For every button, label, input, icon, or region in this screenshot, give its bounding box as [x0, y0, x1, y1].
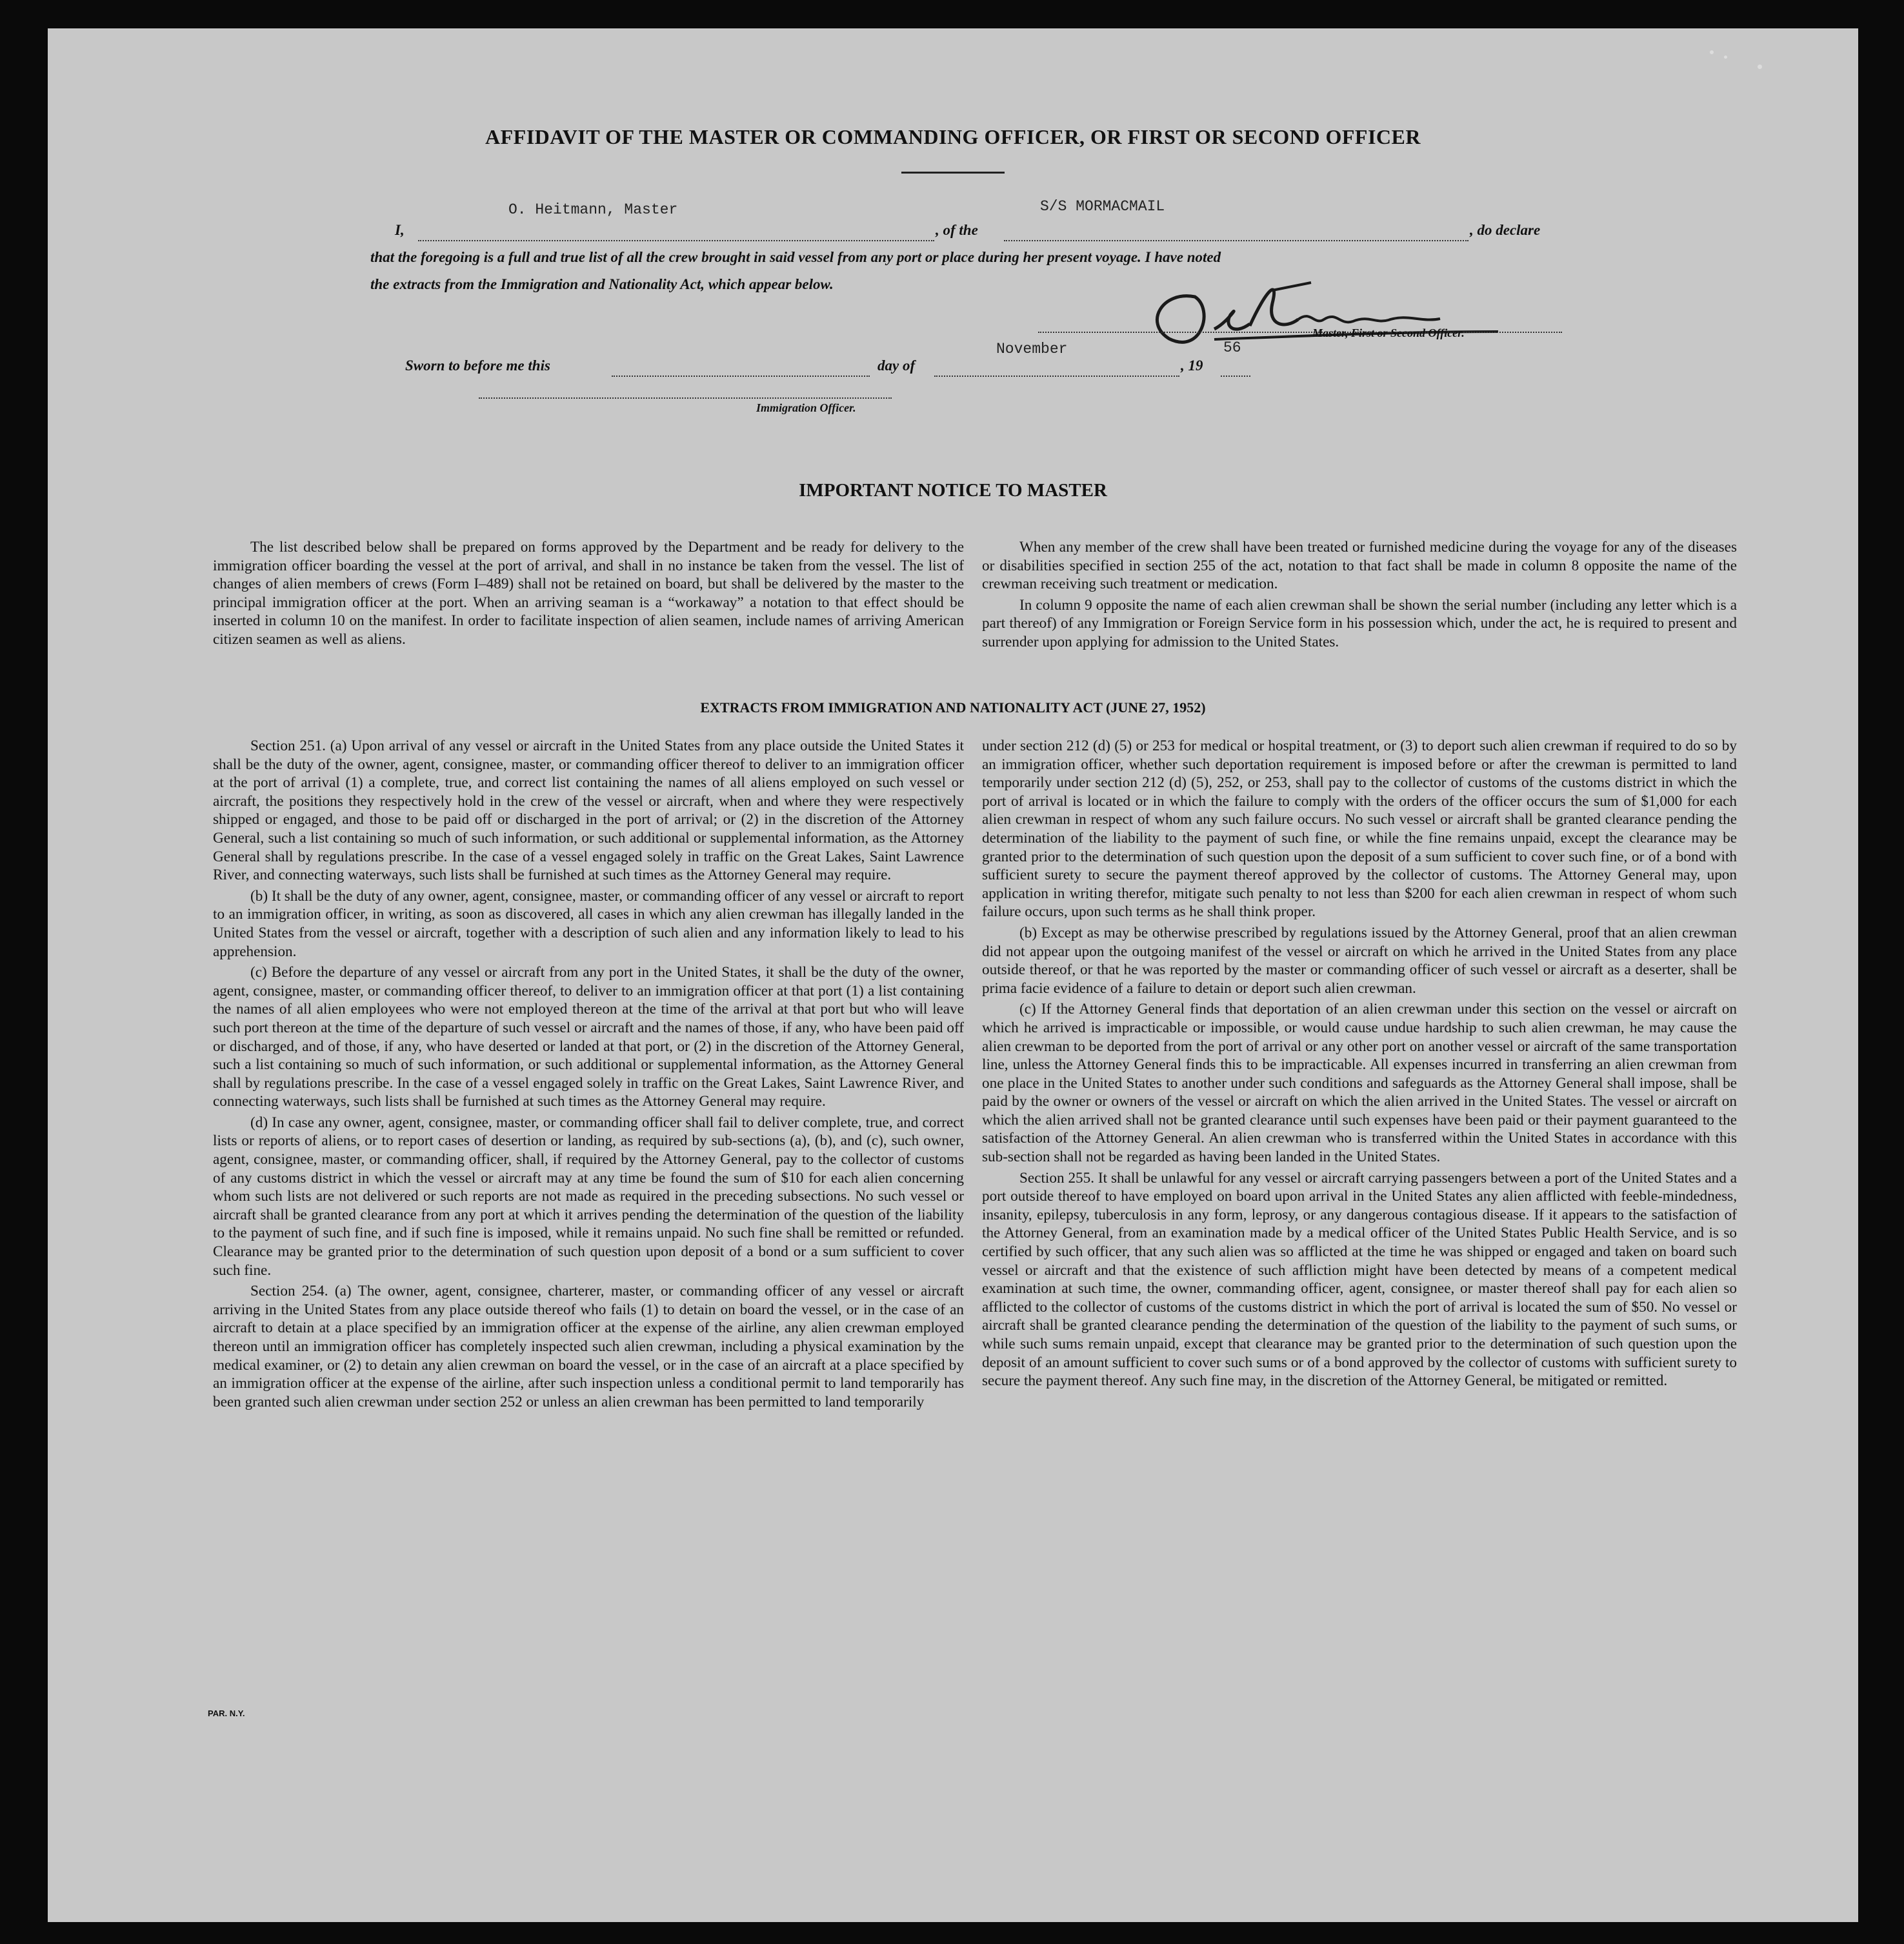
officer-underline [479, 397, 892, 399]
extracts-title: EXTRACTS FROM IMMIGRATION AND NATIONALITY ACT (JUNE 27, 1952) [700, 699, 1206, 716]
year-prefix: , 19 [1181, 357, 1203, 374]
affidavit-title: AFFIDAVIT OF THE MASTER OR COMMANDING OFFICER, OR FIRST OR SECOND OFFICER [485, 125, 1421, 148]
sworn-day-underline [612, 376, 870, 377]
extract-paragraph: Section 251. (a) Upon arrival of any vessel or aircraft in the United States from any place outside the United States it shall be the duty of the owner, agent, consignee, master, or commanding officer thereof to deliver to an immigration officer at the port of arrival (1) a complete, true, and correct list containing the names of all aliens employed on such vessel or aircraft, the positions they respectively hold in the crew of the vessel or aircraft, when and where they were respectively shipped or engaged, and those to be paid off or discharged in the port of arrival; or (2) in the discretion of the Attorney General, such a list containing so much of such information, or such additional or supplemental information, as the Attorney General shall by regulations prescribe. In the case of a vessel engaged solely in traffic on the Great Lakes, Saint Lawrence River, and connecting waterways, such lists shall be furnished at such times as the Attorney General may require. [213, 737, 964, 884]
notice-right-paragraph: In column 9 opposite the name of each alien crewman shall be shown the serial number (including any letter which is a part thereof) of any Immigration or Foreign Service form in his possession which, under the act, he is required to present and surrender upon applying for admission to the United States. [982, 596, 1737, 650]
month-field[interactable]: November [996, 341, 1068, 357]
name-field[interactable]: O. Heitmann, Master [508, 201, 678, 218]
scan-speck [1724, 55, 1727, 59]
extract-paragraph: (d) In case any owner, agent, consignee, master, or commanding officer shall fail to deliver complete, true, and correct lists or reports of aliens, or to report cases of desertion or landing, as required by sub-sections (a), (b), and (c), such owner, agent, consignee, master, or commanding officer, shall, if required by the Attorney General, pay to the collector of customs of any customs district in which the vessel or aircraft may at any time be found the sum of $10 for each alien concerning whom such lists are not delivered or such reports are not made as required in the preceding subsections. No such vessel or aircraft shall be granted clearance from any port at which it arrives pending the determination of the question of the liability to the payment of such fine, and if such fine is imposed, while it remains unpaid. No such fine shall be remitted or refunded. Clearance may be granted prior to the determination of such question upon deposit of a bond or a sum sufficient to cover such fine. [213, 1114, 964, 1279]
scan-speck [1758, 65, 1762, 69]
extract-paragraph: (c) Before the departure of any vessel or aircraft from any port in the United States, it shall be the duty of the owner, agent, consignee, master, or commanding officer thereof, to deliver to an immigration officer at that port (1) a list containing the names of all alien employees who were not employed thereon at the time of the arrival at that port but who will leave such port thereon at the time of the departure of such vessel or aircraft and the names of those, if any, who have been paid off or discharged, and of those, if any, who have deserted or landed at that port, or (2) in the discretion of the Attorney General, such a list containing so much of such information, or such additional or supplemental information, as the Attorney General shall by regulations prescribe. In the case of a vessel engaged solely in traffic on the Great Lakes, Saint Lawrence River, and connecting waterways, such lists shall be furnished at such times as the Attorney General may require. [213, 964, 964, 1110]
notice-title: IMPORTANT NOTICE TO MASTER [799, 480, 1107, 501]
vessel-field[interactable]: S/S MORMACMAIL [1040, 198, 1165, 215]
of-the-label: , of the [936, 222, 978, 238]
year-field[interactable]: 56 [1223, 339, 1241, 356]
name-underline [418, 240, 934, 241]
year-underline [1221, 376, 1250, 377]
extracts-right-column [982, 737, 1737, 1390]
day-of-label: day of [877, 357, 916, 374]
i-label: I, [395, 222, 405, 238]
extract-paragraph: Section 255. It shall be unlawful for any vessel or aircraft carrying passengers between a port of the United States and a port outside thereof to have employed on board upon arrival in the United States any alien afflicted with feeble-mindedness, insanity, epilepsy, tuberculosis in any form, leprosy, or any dangerous contagious disease. If it appears to the satisfaction of the Attorney General, from an examination made by a medical officer of the United States Public Health Service, and is so certified by such officer, that any such alien was so afflicted at the time he was shipped or engaged and taken on board such vessel or aircraft and that the existence of such affliction might have been detected by means of a competent medical examination at such time, the owner, commanding officer, agent, consignee, or master thereof shall pay for each alien so afflicted to the collector of customs of the customs district in which the port of arrival is located the sum of $50. No vessel or aircraft shall be granted clearance pending the determination of the question of the liability to the payment of such sums, or while such sums remain unpaid, except that clearance may be granted prior to the determination of such question upon the deposit of an amount sufficient to cover such sums or of a bond approved by the collector of customs with sufficient surety to secure the payment thereof. Any such fine may, in the discretion of the Attorney General, be mitigated or remitted. [982, 1169, 1737, 1390]
extract-paragraph: (b) It shall be the duty of any owner, agent, consignee, master, or commanding officer of any vessel or aircraft to report to an immigration officer, in writing, as soon as discovered, all cases in which any alien crewman has illegally landed in the United States from the vessel or aircraft, together with a description of such alien and any information likely to lead to his apprehension. [213, 887, 964, 960]
declaration-line-2: the extracts from the Immigration and Nationality Act, which appear below. [370, 276, 834, 292]
signature-underline [1038, 332, 1562, 333]
do-declare-label: , do declare [1470, 222, 1541, 238]
month-underline [934, 376, 1179, 377]
notice-right-column [982, 538, 1737, 652]
officer-caption: Immigration Officer. [756, 401, 856, 414]
master-signature [1117, 265, 1530, 355]
title-underline [901, 172, 1005, 174]
declaration-line-1: that the foregoing is a full and true list of all the crew brought in said vessel from any port or place during her present voyage. I have noted [370, 249, 1221, 265]
extract-paragraph: under section 212 (d) (5) or 253 for medical or hospital treatment, or (3) to deport such alien crewman if required to do so by an immigration officer, whether such deportation requirement is imposed before or after the crewman is permitted to land temporarily under section 212 (d) (5), 252, or 253, shall pay to the collector of customs of the customs district in which the port of arrival is located or in which the failure to comply with the orders of the officer occurs the sum of $1,000 for each alien crewman in respect of whom any such failure occurs. No such vessel or aircraft shall be granted clearance pending the determination of the liability to the payment of such fine, or while the fine remains unpaid, except the clearance may be granted prior to the determination of such question upon the deposit of a sum sufficient to cover such fine, or of a bond with sufficient surety to secure the payment thereof approved by the collector of customs. The Attorney General may, upon application in writing therefor, mitigate such penalty to not less than $200 for each alien crewman in respect of whom such failure occurs, upon such terms as he shall think proper. [982, 737, 1737, 921]
printer-mark: PAR. N.Y. [208, 1709, 245, 1718]
signature-caption: Master, First or Second Officer. [1312, 326, 1465, 339]
extracts-left-column [213, 737, 964, 1411]
extract-paragraph: Section 254. (a) The owner, agent, consignee, charterer, master, or commanding officer of any vessel or aircraft arriving in the United States from any place outside thereof who fails (1) to detain on board the vessel, or in the case of an aircraft to detain at a place specified by an immigration officer at the expense of the airline, any alien crewman employed thereon until an immigration officer has completely inspected such alien crewman, including a physical examination by the medical examiner, or (2) to detain any alien crewman on board the vessel, or in the case of an aircraft at a place specified by an immigration officer at the expense of the airline, after such inspection unless a conditional permit to land temporarily has been granted such alien crewman under section 252 or unless an alien crewman has been permitted to land temporarily [213, 1283, 964, 1410]
extract-paragraph: (b) Except as may be otherwise prescribed by regulations issued by the Attorney General, proof that an alien crewman did not appear upon the outgoing manifest of the vessel or aircraft on which he arrived in the United States from any place outside thereof, or that he was reported by the master or commanding officer of such vessel or aircraft as a deserter, shall be prima facie evidence of a failure to detain or deport such alien crewman. [982, 924, 1737, 997]
scan-speck [1710, 50, 1714, 54]
notice-right-paragraph: When any member of the crew shall have been treated or furnished medicine during the voyage for any of the diseases or disabilities specified in section 255 of the act, notation to that fact shall be made in column 8 opposite the name of the crewman receiving such treatment or medication. [982, 539, 1737, 593]
extract-paragraph: (c) If the Attorney General finds that deportation of an alien crewman under this section on the vessel or aircraft on which he arrived is impracticable or impossible, or would cause undue hardship to such alien crewman, he may cause the alien crewman to be deported from the port of arrival or any other port on another vessel or aircraft of the same transportation line, unless the Attorney General finds this to be impracticable. All expenses incurred in transferring an alien crewman from one place in the United States to another under such conditions and safeguards as the Attorney General shall impose, shall be paid by the owner or owners of the vessel or aircraft on which the alien arrived in the United States. The vessel or aircraft on which the alien arrived shall not be granted clearance until such expenses have been paid or their payment guaranteed to the satisfaction of the Attorney General. An alien crewman who is transferred within the United States in accordance with this sub-section shall not be regarded as having been landed in the United States. [982, 1001, 1737, 1166]
vessel-underline [1004, 240, 1468, 241]
document-page [48, 28, 1858, 1922]
notice-left-column [213, 538, 964, 649]
notice-left-paragraph: The list described below shall be prepared on forms approved by the Department and be ready for delivery to the immigration officer boarding the vessel at the port of arrival, and shall in no instance be taken from the vessel. The list of changes of alien members of crews (Form I–489) shall not be retained on board, but shall be delivered by the master to the principal immigration officer at the port. When an arriving seaman is a “workaway” a notation to that effect should be inserted in column 10 on the manifest. In order to facilitate inspection of alien seamen, include names of arriving American citizen seamen as well as aliens. [213, 539, 964, 648]
sworn-label: Sworn to before me this [405, 357, 550, 374]
handwritten-signature-graphic [1117, 265, 1530, 355]
